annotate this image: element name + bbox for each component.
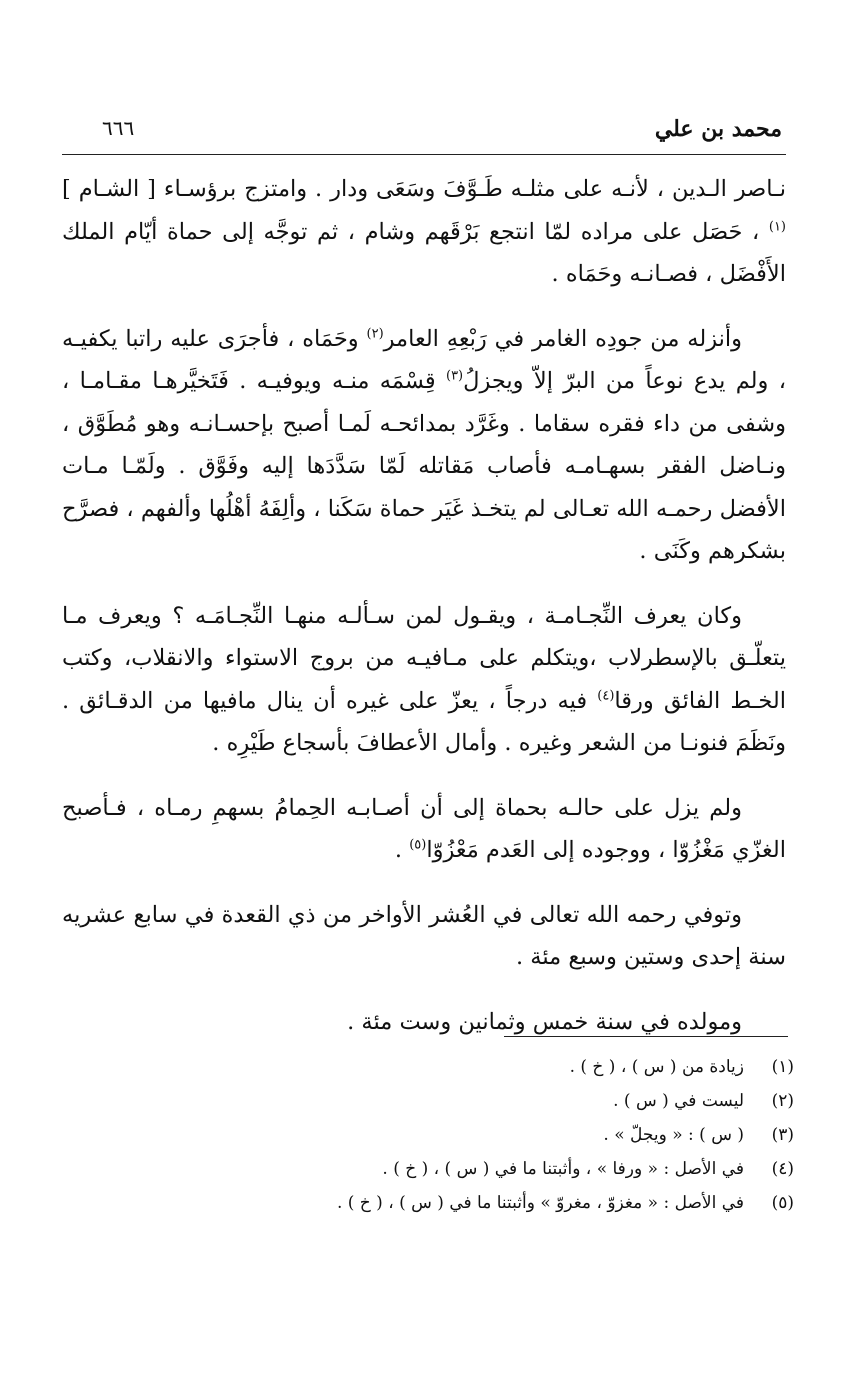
- footnote-ref-2: (٢): [366, 326, 384, 341]
- paragraph-1: [62, 168, 786, 296]
- main-text: [62, 168, 786, 1065]
- running-title: محمد بن علي: [654, 116, 782, 142]
- footnote-number: (٤): [771, 1159, 794, 1179]
- footnote-number: (٢): [771, 1091, 794, 1111]
- footnote-1: [300, 1050, 794, 1084]
- paragraph-3-text-a: وكان يعرف النِّجـامـة ، ويقـول لمن سـألـه منهـا النِّجـامَـه ؟ ويعرف مـا يتعلّـق بالإسطرلاب ،ويتكلم على مـافيـه من بروج الاستواء والانقلاب، وكتب الخـط الفائق ورقا: [62, 602, 786, 714]
- footnote-number: (١): [771, 1057, 794, 1077]
- footnote-ref-5: (٥): [409, 837, 427, 853]
- footnote-ref-4: (٤): [597, 688, 615, 703]
- footnote-text: ليست في ( س ) .: [613, 1091, 744, 1111]
- paragraph-4-text-b: .: [394, 837, 410, 863]
- footnote-ref-1: (١): [768, 219, 786, 234]
- footnote-rule: [504, 1036, 788, 1037]
- footnote-4: [300, 1152, 794, 1186]
- footnote-ref-3: (٣): [445, 368, 464, 384]
- paragraph-2: [62, 318, 786, 573]
- footnote-5: [300, 1186, 794, 1220]
- paragraph-3-text-b: فيه درجاً ، يعزّ على غيره أن ينال مافيها من الدقـائق . ونَظَمَ فنونـا من الشعر وغيره . وأمال الأعطافَ بأسجاع طَيْرِه .: [62, 687, 786, 756]
- footnote-text: في الأصل : « ورفا » ، وأثبتنا ما في ( س ) ، ( خ ) .: [382, 1159, 744, 1179]
- paragraph-2-text-b: وحَمَاه ، فأجرَى عليه راتبا يكفيـه ، ولم يدع نوعاً من البرّ إلاّ ويجزلُ: [62, 325, 786, 394]
- footnote-number: (٣): [771, 1125, 794, 1145]
- page-number: ٦٦٦: [102, 116, 135, 140]
- header-rule: [62, 154, 786, 155]
- footnote-text: زيادة من ( س ) ، ( خ ) .: [569, 1057, 744, 1077]
- page-header: [62, 112, 786, 152]
- paragraph-5: وتوفي رحمه الله تعالى في العُشر الأواخر من ذي القعدة في سابع عشريه سنة إحدى وستين وسبع مئة .: [62, 901, 786, 970]
- paragraph-2-text-c: قِسْمَه منـه ويوفيـه . فَتَخيَّرهـا مقـامـا ، وشفى من داء فقره سقاما . وغَرَّد بمدائحـه لَمـا أصبح بإحسـانـه وهو مُطَوَّق ، ونـاضل الفقر بسهـامـه فأصاب مَقاتله لَمّا سَدَّدَها إليه وفَوَّق . ولَمّـا مـات الأفضل رحمـه الله تعـالى لم يتخـذ غَيَر حماة سَكَنا ، وألِفَهُ أهْلُها وألفهم ، فصرَّح بشكرهم وكَنَى .: [62, 368, 786, 564]
- paragraph-4-text-a: ولم يزل على حالـه بحماة إلى أن أصـابـه الحِمامُ بسهمِ رمـاه ، فـأصبح الغزّي مَغْزُوّا ، ووجوده إلى العَدم مَعْزُوّا: [62, 794, 786, 863]
- paragraph-4: [62, 787, 786, 872]
- footnote-number: (٥): [771, 1193, 794, 1213]
- footnote-text: ( س ) : « ويجلّ » .: [603, 1125, 744, 1145]
- paragraph-6: ومولده في سنة خمس وثمانين وست مئة .: [347, 1008, 742, 1035]
- paragraph-1-text-b: ، حَصَل على مراده لمّا انتجع بَرْقَهم وشام ، ثم توجَّه إلى حماة أيّام الملك الأَفْضَل ، فصـانـه وحَمَاه .: [62, 218, 786, 287]
- footnote-2: [300, 1084, 794, 1118]
- paragraph-2-text-a: وأنزله من جودِه الغامر في رَبْعِهِ العامر: [383, 325, 742, 352]
- footnote-text: في الأصل : « مغزوّ ، مغروّ » وأثبتنا ما في ( س ) ، ( خ ) .: [336, 1193, 744, 1213]
- paragraph-3: [62, 595, 786, 765]
- paragraph-1-text-a: نـاصر الـدين ، لأنـه على مثلـه طَـوَّفَ وسَعَى ودار . وامتزج برؤسـاء [ الشـام ]: [62, 176, 786, 202]
- footnotes: [300, 1050, 794, 1220]
- footnote-3: [300, 1118, 794, 1152]
